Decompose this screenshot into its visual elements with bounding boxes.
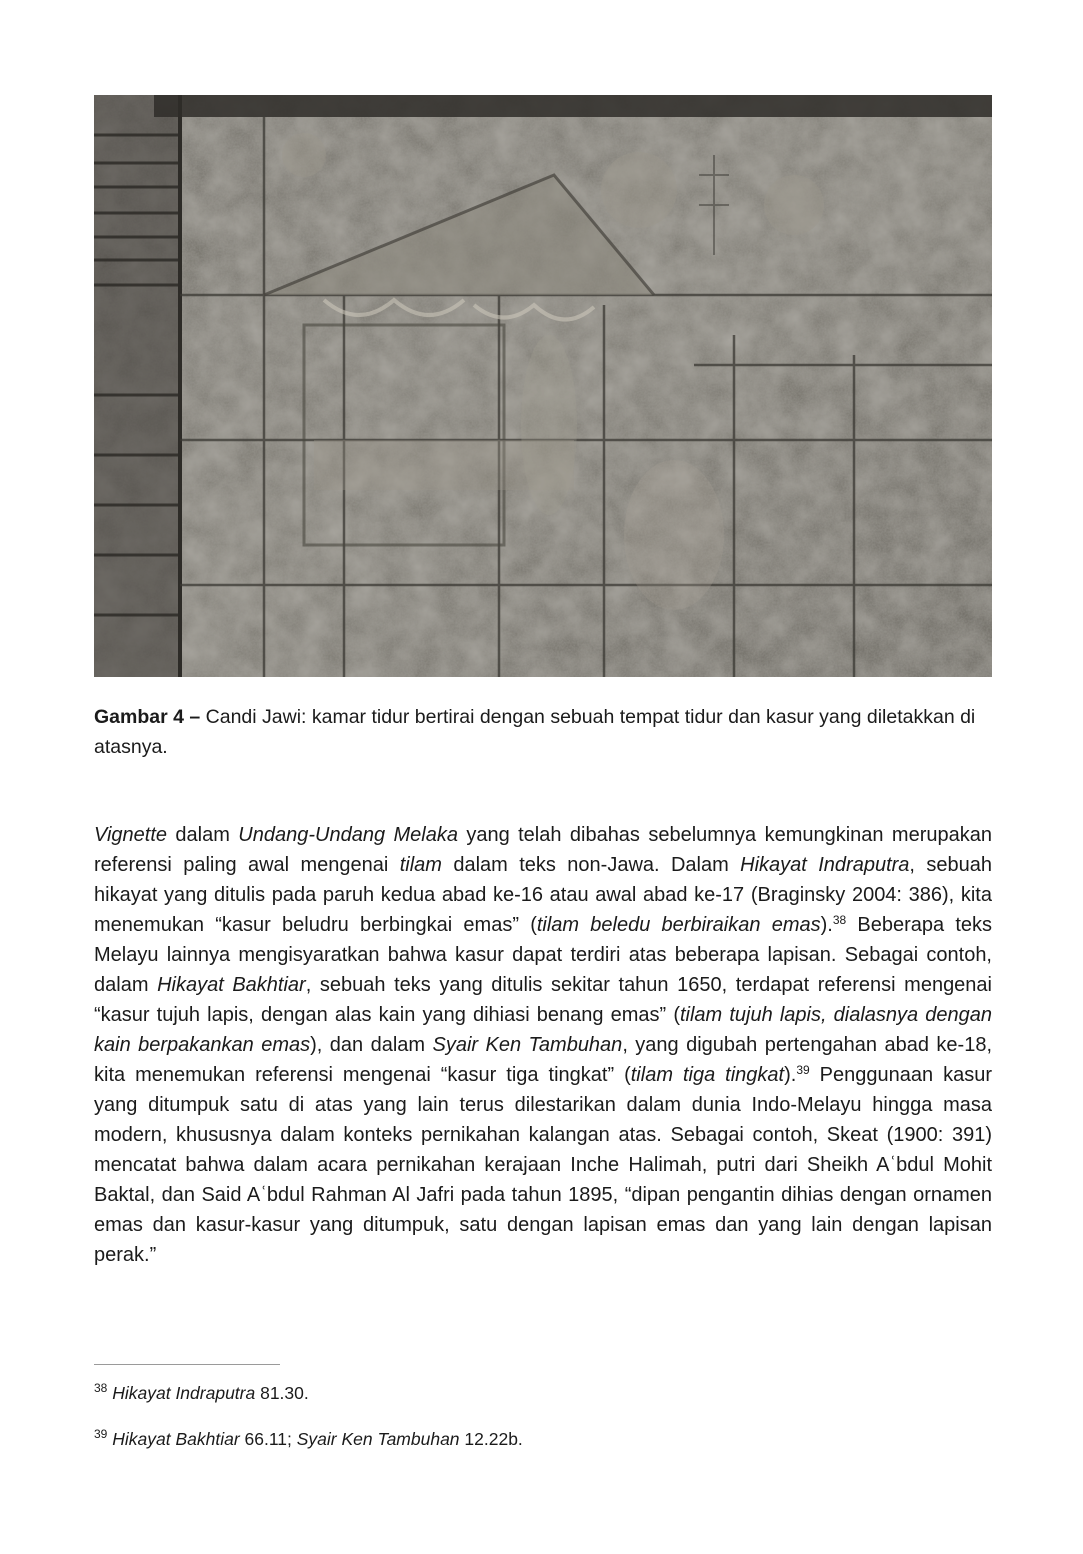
italic-quote: tilam tujuh lapis, dialasnya dengan kain berpakankan emas [94, 1004, 992, 1056]
footnote-divider [94, 1364, 280, 1365]
text-run: Beberapa teks Melayu lainnya mengisyaratkan bahwa kasur dapat terdiri atas beberapa lapisan. Sebagai contoh, dalam [94, 914, 993, 996]
figure-caption [94, 702, 992, 762]
text-run: , yang digubah pertengahan abad ke-18, kita menemukan referensi mengenai “kasur tiga tingkat” ( [94, 1034, 993, 1086]
footnote-text: 81.30. [255, 1383, 309, 1403]
italic-term: Vignette [94, 824, 168, 846]
text-run: ). [784, 1064, 797, 1086]
italic-title: Syair Ken Tambuhan [432, 1034, 623, 1056]
stone-relief-photo-icon [94, 95, 992, 677]
italic-quote: tilam beledu berbiraikan emas [536, 914, 821, 936]
footnote-38 [94, 1380, 992, 1406]
footnote-39 [94, 1426, 992, 1452]
italic-title: Hikayat Bakhtiar [157, 974, 306, 996]
italic-term: tilam [399, 854, 442, 876]
text-run: ). [820, 914, 833, 936]
text-run: ), dan dalam [310, 1034, 433, 1056]
footnote-ref-39[interactable]: 39 [796, 1063, 810, 1077]
footnote-title: Hikayat Indraputra [112, 1383, 256, 1403]
text-run: , sebuah hikayat yang ditulis pada paruh kedua abad ke-16 atau awal abad ke-17 (Braginsky 2004: 386), kita menemukan “kasur beludru berbingkai emas” ( [94, 854, 992, 936]
text-run: dalam teks non-Jawa. Dalam [441, 854, 741, 876]
relief-photo [94, 95, 992, 677]
footnote-number: 39 [94, 1427, 108, 1441]
footnote-ref-38[interactable]: 38 [832, 913, 847, 927]
text-run: , sebuah teks yang ditulis sekitar tahun 1650, terdapat referensi mengenai “kasur tujuh lapis, dengan alas kain yang dihiasi benang emas” ( [94, 974, 992, 1026]
text-run: dalam [167, 824, 239, 846]
italic-title: Hikayat Indraputra [740, 854, 910, 876]
footnote-number: 38 [94, 1381, 108, 1395]
footnote-title: Syair Ken Tambuhan [296, 1429, 460, 1449]
italic-quote: tilam tiga tingkat [630, 1064, 785, 1086]
text-run: Penggunaan kasur yang ditumpuk satu di atas yang lain terus dilestarikan dalam dunia Indo-Melayu hingga masa modern, khususnya dalam konteks pernikahan kalangan atas. Sebagai contoh, Skeat (1900: 391) mencatat bahwa dalam acara pernikahan kerajaan Inche Halimah, putri dari Sheikh Aʿbdul Mohit Baktal, dan Said Aʿbdul Rahman Al Jafri pada tahun 1895, “dipan pengantin dihias dengan ornamen emas dan kasur-kasur yang ditumpuk, satu dengan lapisan emas dan yang lain dengan lapisan perak.” [94, 1064, 992, 1266]
footnote-text: 66.11; [239, 1429, 297, 1449]
footnote-text: 12.22b. [459, 1429, 523, 1449]
body-paragraph [94, 820, 992, 1270]
caption-label: Gambar 4 – [94, 706, 201, 728]
text-run: yang telah dibahas sebelumnya kemungkinan merupakan referensi paling awal mengenai [94, 824, 992, 876]
footnote-title: Hikayat Bakhtiar [112, 1429, 240, 1449]
caption-text: Candi Jawi: kamar tidur bertirai dengan sebuah tempat tidur dan kasur yang diletakkan di atasnya. [94, 706, 976, 758]
italic-title: Undang-Undang Melaka [238, 824, 458, 846]
